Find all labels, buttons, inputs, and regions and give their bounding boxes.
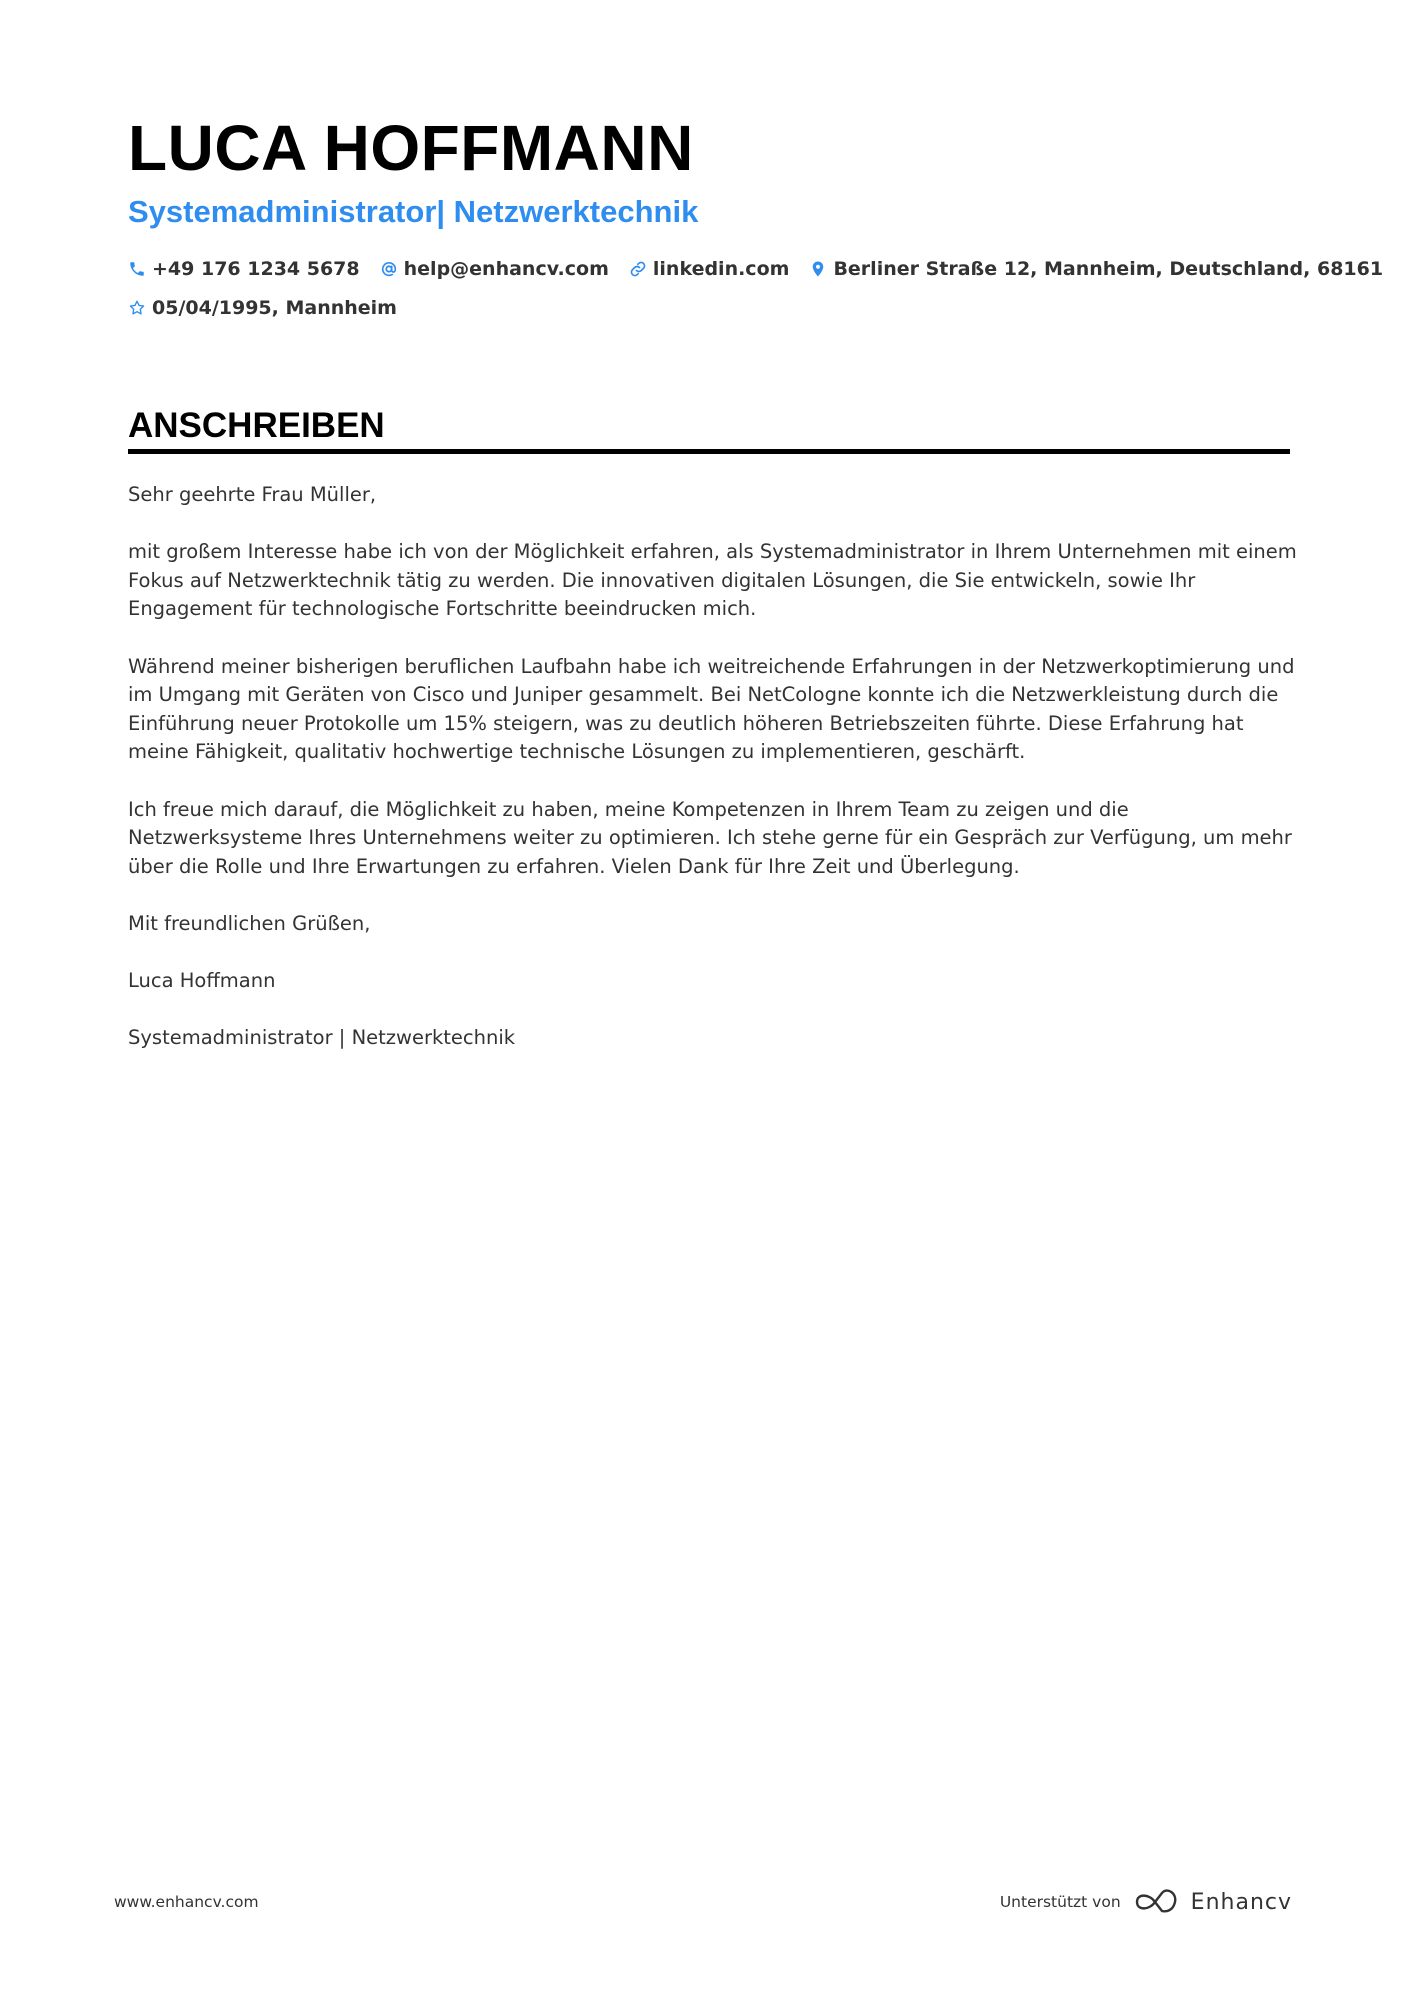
at-icon — [380, 260, 398, 278]
enhancv-logo-icon — [1133, 1888, 1179, 1916]
link-icon — [629, 260, 647, 278]
closing: Mit freundlichen Grüßen, — [128, 911, 371, 935]
signature-title: Systemadministrator | Netzwerktechnik — [128, 1026, 516, 1050]
contact-info — [128, 252, 1384, 330]
section-divider — [128, 449, 1290, 454]
location-pin-icon — [809, 260, 827, 278]
contact-address-text: Berliner Straße 12, Mannheim, Deutschland, 68161 — [833, 258, 1384, 280]
letter-body — [128, 481, 1298, 1081]
signature-name: Luca Hoffmann — [128, 969, 276, 993]
phone-icon — [128, 260, 146, 278]
contact-address — [809, 258, 1383, 280]
powered-by — [1000, 1884, 1292, 1920]
salutation: Sehr geehrte Frau Müller, — [128, 483, 377, 506]
contact-email[interactable] — [380, 258, 609, 280]
contact-phone-text: +49 176 1234 5678 — [152, 258, 360, 280]
contact-row — [128, 291, 1298, 325]
contact-row — [128, 252, 1384, 286]
brand-name: Enhancv — [1190, 1889, 1292, 1915]
letter-paragraph: mit großem Interesse habe ich von der Möglichkeit erfahren, als Systemadministrator in Ihrem Unternehmen mit einem Fokus auf Netzwerktechnik tätig zu werden. Die innovativen digitalen Lösungen, die Sie entwickeln, sowie Ihr Engagement für technologische Fortschritte beeindrucken mich. — [128, 540, 1297, 621]
footer-url[interactable]: www.enhancv.com — [114, 1893, 259, 1911]
letter-paragraph: Ich freue mich darauf, die Möglichkeit zu haben, meine Kompetenzen in Ihrem Team zu zeigen und die Netzwerksysteme Ihres Unternehmens weiter zu optimieren. Ich stehe gerne für ein Gespräch zur Verfügung, um mehr über die Rolle und Ihre Erwartungen zu erfahren. Vielen Dank für Ihre Zeit und Überlegung. — [128, 797, 1292, 878]
contact-link[interactable] — [629, 258, 790, 280]
contact-birth — [128, 297, 397, 319]
star-icon — [128, 299, 146, 317]
contact-birth-text: 05/04/1995, Mannheim — [152, 297, 397, 319]
contact-link-text: linkedin.com — [652, 258, 790, 280]
job-title: Systemadministrator| Netzwerktechnik — [128, 194, 699, 229]
contact-phone — [128, 258, 360, 280]
letter-paragraph: Während meiner bisherigen beruflichen Laufbahn habe ich weitreichende Erfahrungen in der Netzwerkoptimierung und im Umgang mit Geräten von Cisco und Juniper gesammelt. Bei NetCologne konnte ich die Netzwerkleistung durch die Einführung neuer Protokolle um 15% steigern, was zu deutlich höheren Betriebszeiten führte. Diese Erfahrung hat meine Fähigkeit, qualitativ hochwertige technische Lösungen zu implementieren, geschärft. — [128, 654, 1295, 764]
contact-email-text: help@enhancv.com — [403, 258, 609, 280]
applicant-name: LUCA HOFFMANN — [128, 112, 694, 184]
powered-by-label: Unterstützt von — [999, 1893, 1121, 1911]
section-title: ANSCHREIBEN — [128, 406, 385, 445]
